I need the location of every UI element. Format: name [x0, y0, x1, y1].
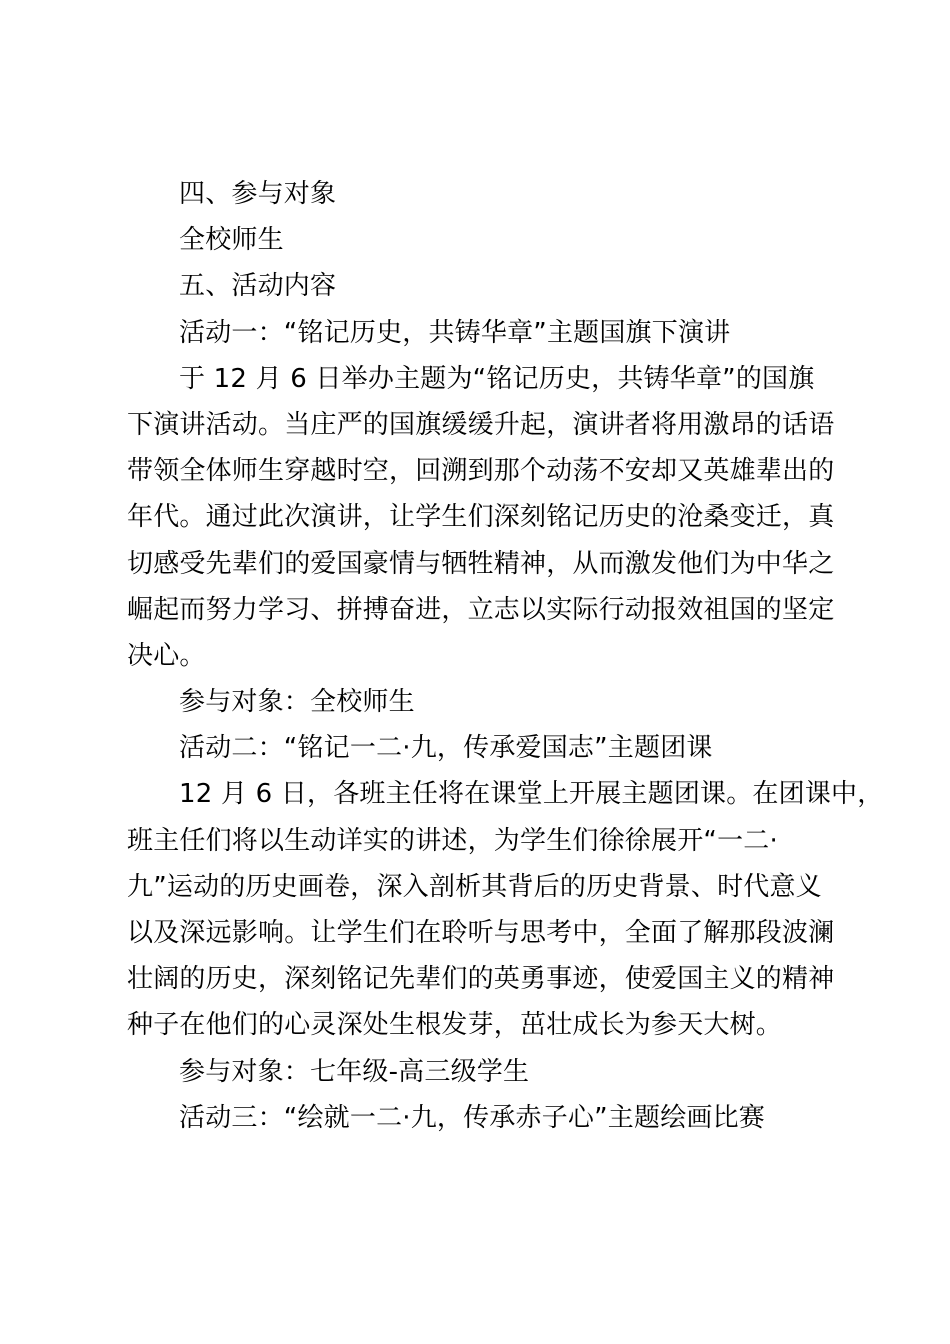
- paragraph-line: 壮阔的历史，深刻铭记先辈们的英勇事迹，使爱国主义的精神: [127, 964, 835, 995]
- paragraph-line: 种子在他们的心灵深处生根发芽，茁壮成长为参天大树。: [127, 1010, 783, 1041]
- section-four-body: 全校师生: [179, 225, 284, 256]
- paragraph-line: 12 月 6 日，各班主任将在课堂上开展主题团课。在团课中，: [179, 779, 884, 810]
- document-content: [127, 171, 884, 1141]
- paragraph-line: 九”运动的历史画卷，深入剖析其背后的历史背景、时代意义: [127, 871, 822, 902]
- section-five-heading: 五、活动内容: [179, 271, 337, 302]
- activity-one-paragraph: [127, 356, 847, 679]
- activity-two-title: 活动二：“铭记一二·九，传承爱国志”主题团课: [179, 733, 713, 764]
- paragraph-line: 年代。通过此次演讲，让学生们深刻铭记历史的沧桑变迁，真: [127, 502, 835, 533]
- activity-two-participants: 参与对象：七年级-高三级学生: [179, 1056, 530, 1087]
- activity-three-title: 活动三：“绘就一二·九，传承赤子心”主题绘画比赛: [179, 1102, 766, 1133]
- paragraph-line: 切感受先辈们的爱国豪情与牺牲精神，从而激发他们为中华之: [127, 548, 835, 579]
- paragraph-line: 崛起而努力学习、拼搏奋进，立志以实际行动报效祖国的坚定: [127, 594, 835, 625]
- activity-two-paragraph: [127, 771, 884, 1048]
- paragraph-line: 带领全体师生穿越时空，回溯到那个动荡不安却又英雄辈出的: [127, 456, 835, 487]
- activity-one-participants: 参与对象：全校师生: [179, 687, 415, 718]
- paragraph-line: 决心。: [127, 640, 206, 671]
- paragraph-line: 以及深远影响。让学生们在聆听与思考中，全面了解那段波澜: [127, 918, 835, 948]
- paragraph-line: 下演讲活动。当庄严的国旗缓缓升起，演讲者将用激昂的话语: [127, 409, 835, 440]
- paragraph-line: 于 12 月 6 日举办主题为“铭记历史，共铸华章”的国旗: [179, 363, 815, 394]
- paragraph-line: 班主任们将以生动详实的讲述，为学生们徐徐展开“一二·: [127, 825, 778, 856]
- section-four-heading: 四、参与对象: [179, 179, 337, 209]
- activity-one-title: 活动一：“铭记历史，共铸华章”主题国旗下演讲: [179, 317, 731, 348]
